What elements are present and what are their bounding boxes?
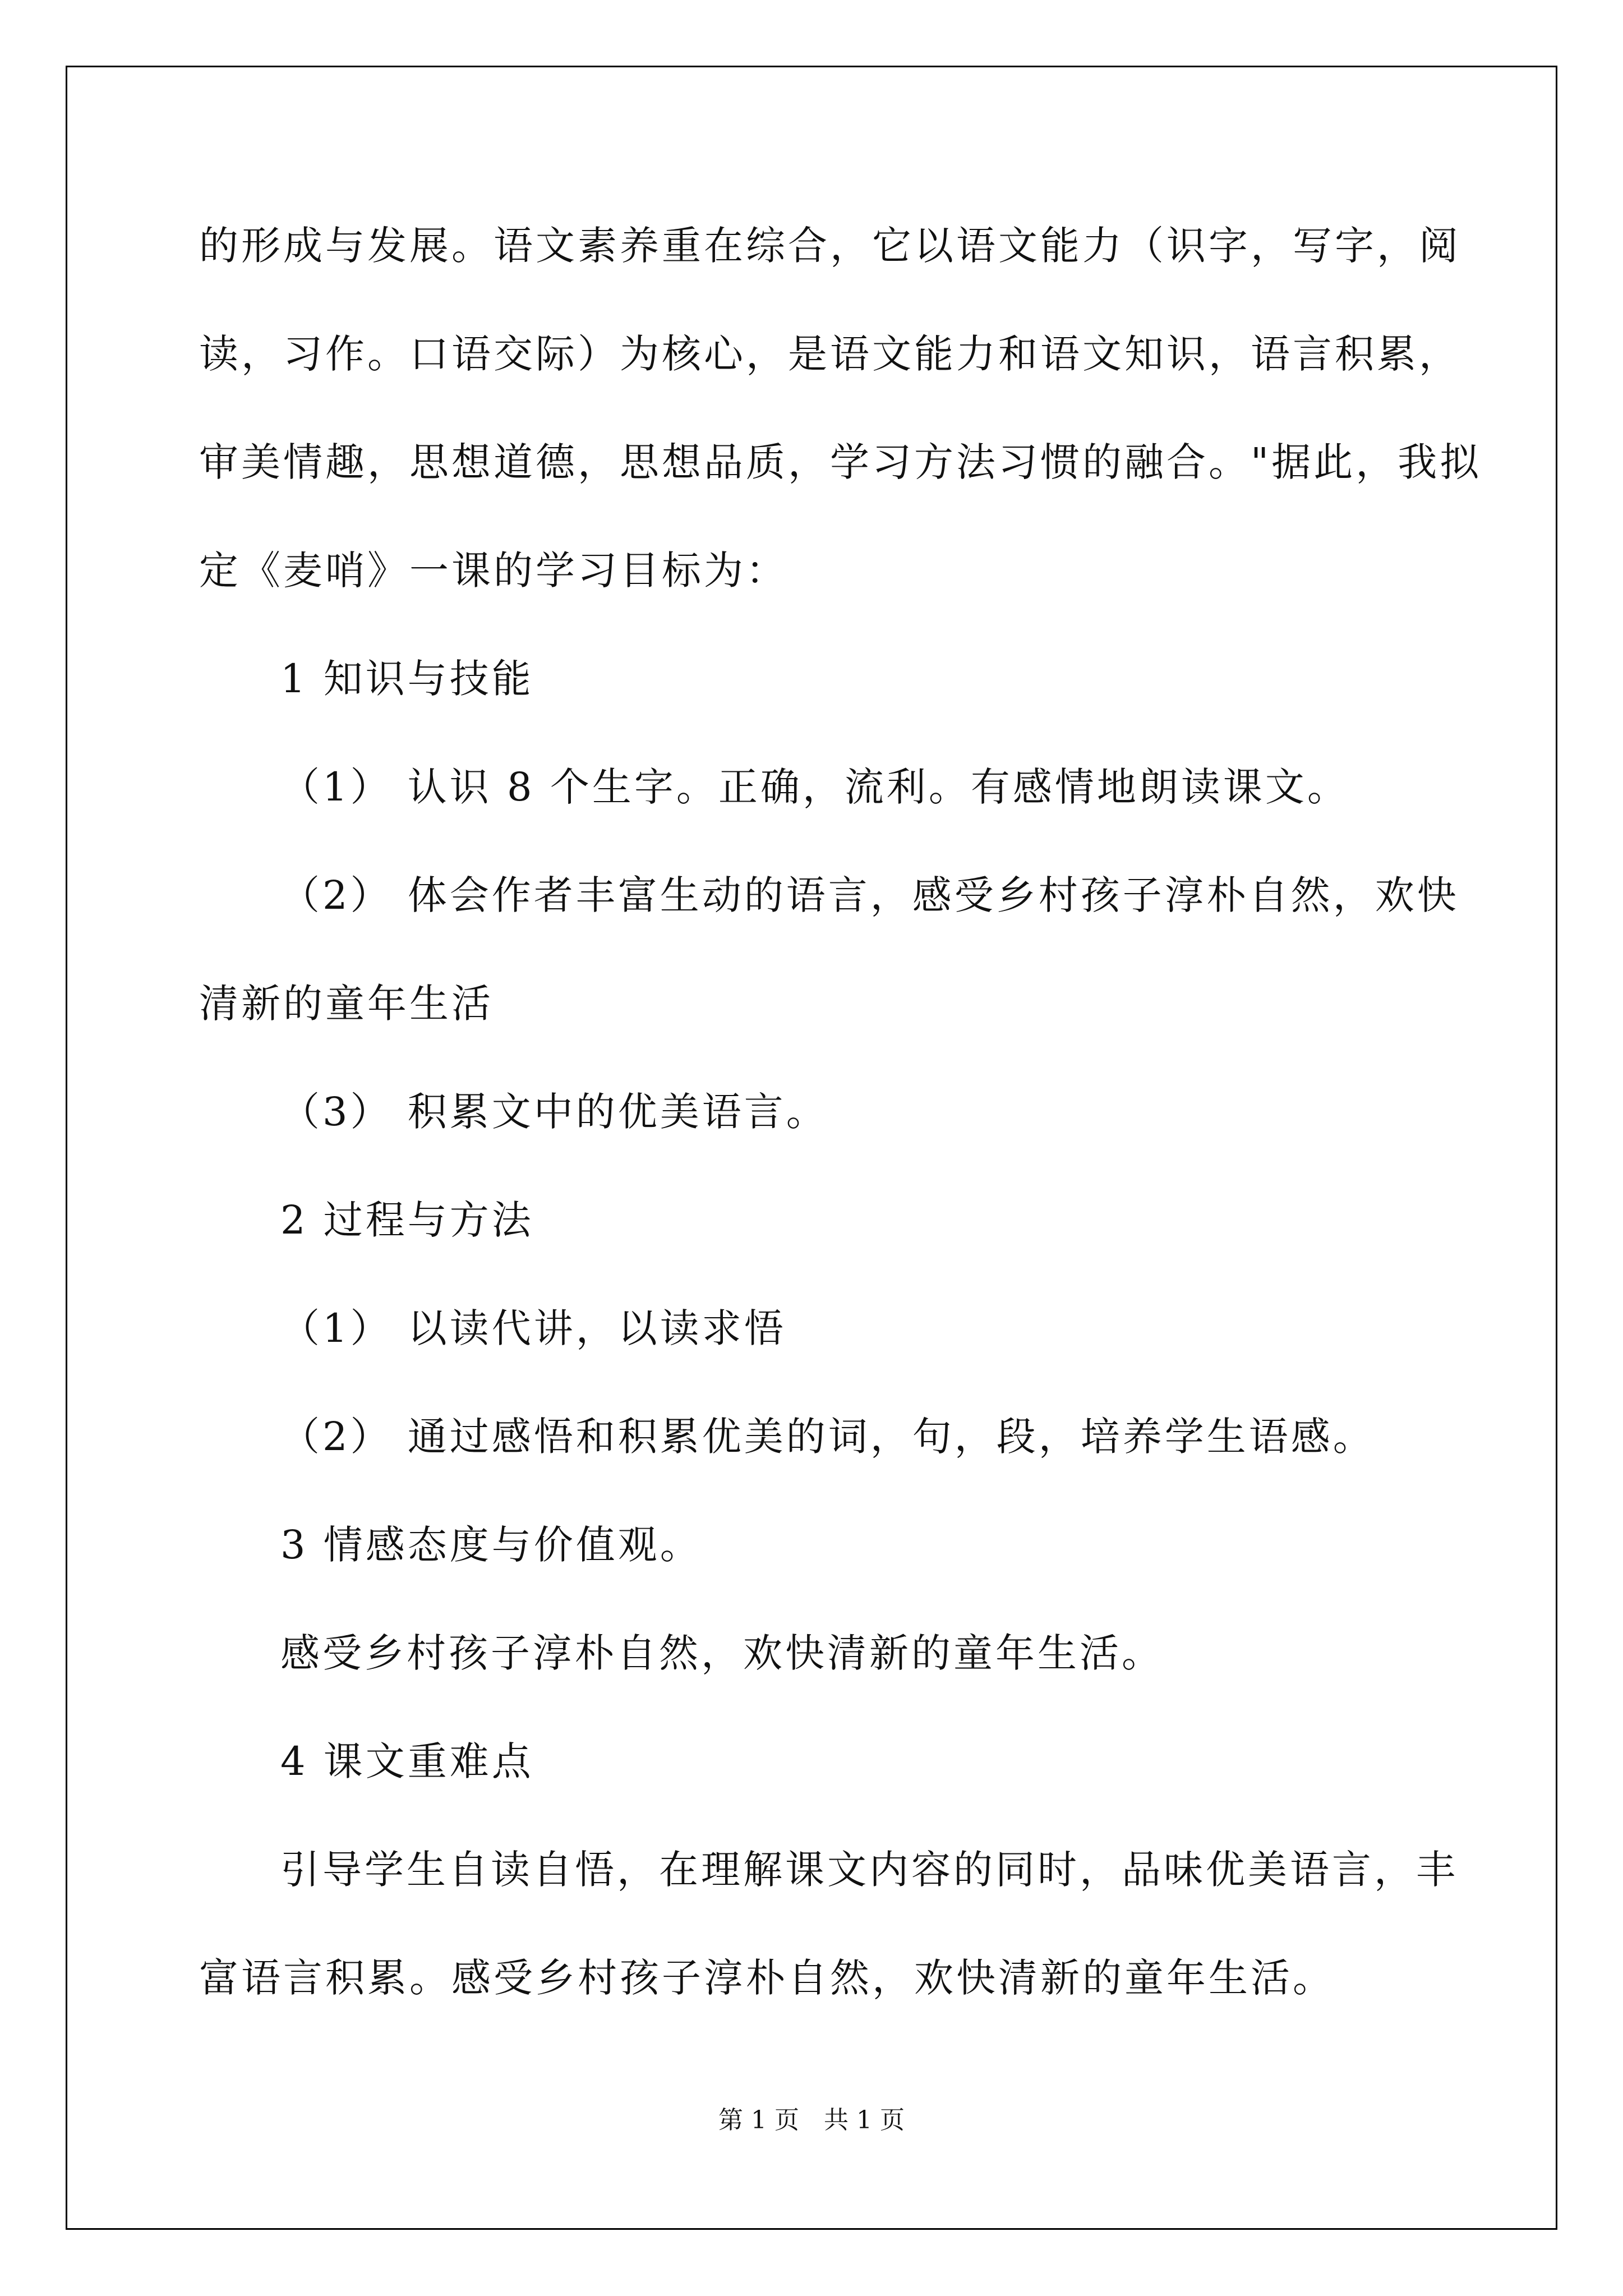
paragraph-line: 富语言积累。感受乡村孩子淳朴自然，欢快清新的童年生活。 xyxy=(199,1955,1335,2001)
list-item: （2） 通过感悟和积累优美的词，句，段，培养学生语感。 xyxy=(280,1414,1375,1460)
list-item: （1） 认识 8 个生字。正确，流利。有感情地朗读课文。 xyxy=(280,764,1349,810)
list-item: （2） 体会作者丰富生动的语言，感受乡村孩子淳朴自然，欢快 xyxy=(280,872,1459,918)
list-item: （1） 以读代讲，以读求悟 xyxy=(280,1305,786,1351)
page-number-footer: 第 1 页 共 1 页 xyxy=(718,2106,905,2134)
paragraph-line: 读，习作。口语交际）为核心，是语文能力和语文知识，语言积累， xyxy=(199,331,1461,377)
paragraph-line: 感受乡村孩子淳朴自然，欢快清新的童年生活。 xyxy=(280,1630,1164,1676)
page-border xyxy=(66,66,1557,2230)
section-heading: 4 课文重难点 xyxy=(280,1738,534,1784)
paragraph-line: 审美情趣，思想道德，思想品质，学习方法习惯的融合。"据此，我拟 xyxy=(199,439,1482,485)
paragraph-line: 的形成与发展。语文素养重在综合，它以语文能力（识字，写字，阅 xyxy=(199,223,1461,269)
section-heading: 2 过程与方法 xyxy=(280,1197,534,1243)
section-heading: 3 情感态度与价值观。 xyxy=(280,1522,702,1568)
paragraph-line: 清新的童年生活 xyxy=(199,981,494,1027)
list-item: （3） 积累文中的优美语言。 xyxy=(280,1089,828,1135)
paragraph-line: 定《麦哨》一课的学习目标为： xyxy=(199,547,788,593)
paragraph-line: 引导学生自读自悟，在理解课文内容的同时，品味优美语言，丰 xyxy=(280,1847,1458,1893)
section-heading: 1 知识与技能 xyxy=(280,656,534,702)
